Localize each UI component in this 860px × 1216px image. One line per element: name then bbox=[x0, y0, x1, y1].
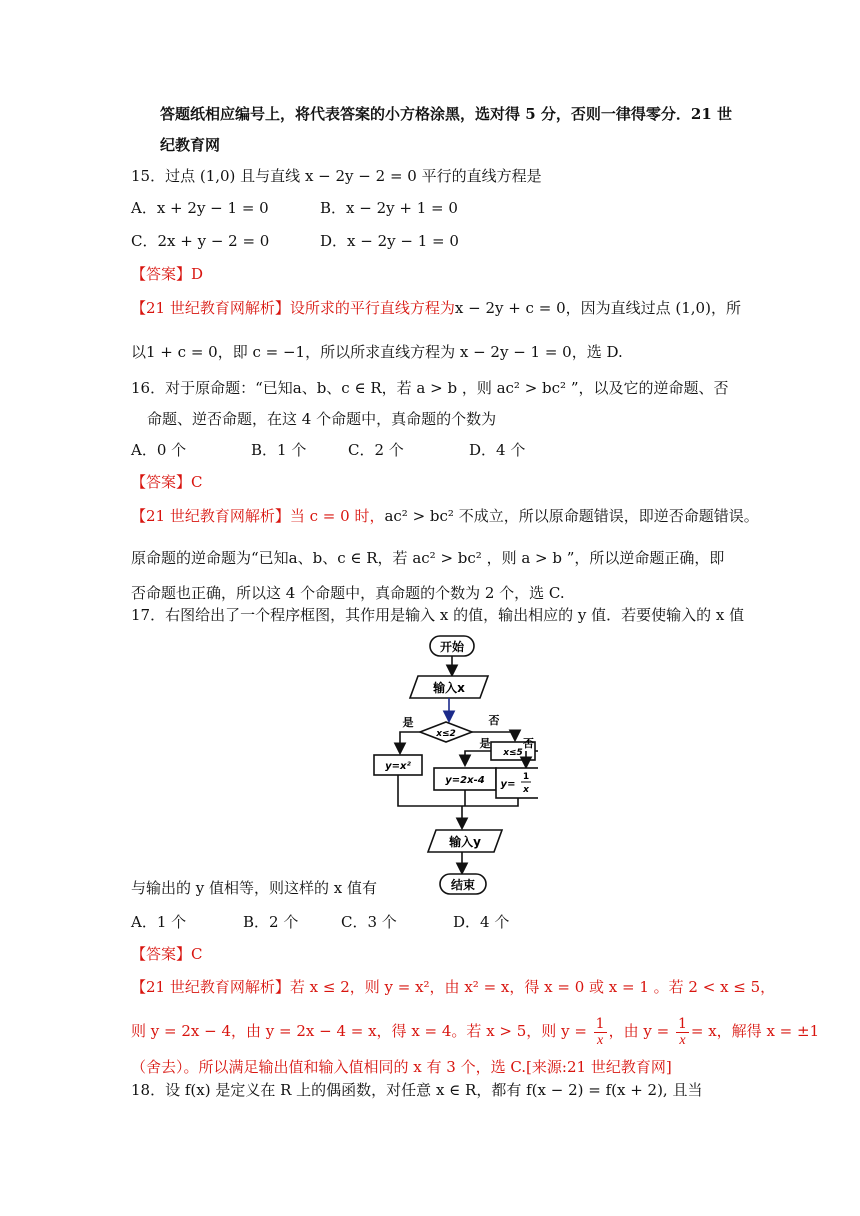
q17-answer: 【答案】C bbox=[131, 945, 203, 963]
flow-box-3-den: x bbox=[523, 785, 529, 795]
q16-solution-line-3: 否命题也正确，所以这 4 个命题中，真命题的个数为 2 个，选 C. bbox=[131, 584, 565, 602]
q16-solution-label: 【21 世纪教育网解析】 bbox=[131, 507, 290, 525]
q15-answer: 【答案】D bbox=[131, 265, 204, 283]
flowchart bbox=[368, 634, 538, 898]
q16-solution-line-2: 原命题的逆命题为“已知a、b、c ∈ R，若 ac² > bc² ，则 a > b ”，所以逆命题正确，即 bbox=[131, 549, 725, 567]
flow-no-2: 否 bbox=[523, 737, 534, 750]
q18-stem-line-1: 18．设 f(x) 是定义在 R 上的偶函数，对任意 x ∈ R，都有 f(x − 2) = f(x + 2), 且当 bbox=[131, 1081, 703, 1099]
q16-option-d: D．4 个 bbox=[469, 441, 526, 459]
q17-fraction-1 bbox=[594, 1016, 607, 1049]
q17-solution-text-1: 若 x ≤ 2，则 y = x²，由 x² = x，得 x = 0 或 x = 1 。若 2 < x ≤ 5， bbox=[289, 978, 776, 996]
q17-fraction-2-den: x bbox=[679, 1032, 686, 1048]
q17-fraction-2-num: 1 bbox=[677, 1015, 687, 1032]
q16-option-b: B．1 个 bbox=[251, 441, 307, 459]
q16-solution-red-text: 当 c = 0 时， bbox=[289, 507, 385, 525]
flow-box-3-num: 1 bbox=[522, 772, 530, 782]
q16-solution-line-1 bbox=[131, 506, 759, 526]
q15-solution-line-1 bbox=[131, 298, 741, 318]
q17-solution-line-2 bbox=[131, 1012, 819, 1050]
q17-option-d: D．4 个 bbox=[453, 913, 510, 931]
q17-option-c: C．3 个 bbox=[341, 913, 397, 931]
q16-stem-line-2: 命题、逆否命题，在这 4 个命题中，真命题的个数为 bbox=[147, 410, 497, 428]
flow-yes-2: 是 bbox=[479, 737, 491, 750]
flow-box-1-text: y=x² bbox=[385, 761, 411, 772]
q17-option-b: B．2 个 bbox=[243, 913, 299, 931]
q15-solution-equation: x − 2y + c = 0 bbox=[454, 299, 566, 317]
intro-line-1: 答题纸相应编号上，将代表答案的小方格涂黑，选对得 5 分，否则一律得零分．21 世 bbox=[160, 105, 732, 123]
q17-solution-label: 【21 世纪教育网解析】 bbox=[131, 978, 290, 996]
q15-option-c: C．2x + y − 2 = 0 bbox=[131, 232, 270, 250]
flow-output-text: 输入y bbox=[449, 835, 481, 849]
q15-solution-line-2: 以1 + c = 0，即 c = −1，所以所求直线方程为 x − 2y − 1 = 0，选 D. bbox=[131, 343, 623, 361]
q16-option-c: C．2 个 bbox=[348, 441, 404, 459]
q17-option-a: A．1 个 bbox=[131, 913, 187, 931]
q16-option-a: A．0 个 bbox=[131, 441, 187, 459]
flow-box-3-prefix: y= bbox=[500, 779, 516, 790]
flow-yes-1: 是 bbox=[402, 716, 414, 729]
q16-stem-line-1: 16．对于原命题：“已知a、b、c ∈ R，若 a > b ，则 ac² > bc² ”，以及它的逆命题、否 bbox=[131, 379, 729, 397]
flow-no-1: 否 bbox=[488, 714, 500, 727]
q17-stem-line-1: 17．右图给出了一个程序框图，其作用是输入 x 的值，输出相应的 y 值．若要使输入的 x 值 bbox=[131, 606, 745, 624]
q17-solution-line-1 bbox=[131, 977, 775, 997]
q17-solution-line-3: （舍去）。所以满足输出值和输入值相同的 x 有 3 个，选 C.[来源:21 世纪教育网] bbox=[131, 1058, 672, 1076]
q17-fraction-2 bbox=[676, 1016, 689, 1049]
flow-decision-2-text: x≤5 bbox=[503, 748, 523, 758]
flow-input-text: 输入x bbox=[433, 681, 465, 695]
q17-stem-line-2: 与输出的 y 值相等，则这样的 x 值有 bbox=[131, 879, 378, 897]
q15-stem: 15．过点 (1,0) 且与直线 x − 2y − 2 = 0 平行的直线方程是 bbox=[131, 167, 542, 185]
intro-line-2: 纪教育网 bbox=[160, 136, 221, 154]
q15-option-d: D．x − 2y − 1 = 0 bbox=[320, 232, 459, 250]
q17-fraction-1-num: 1 bbox=[595, 1015, 605, 1032]
flow-end-text: 结束 bbox=[450, 878, 476, 892]
flow-box-2-text: y=2x-4 bbox=[445, 775, 485, 786]
q16-answer: 【答案】C bbox=[131, 473, 203, 491]
q17-solution-text-2a: 则 y = 2x − 4，由 y = 2x − 4 = x，得 x = 4。若 x > 5，则 y = bbox=[131, 1022, 587, 1040]
q17-solution-text-2b: ，由 y = bbox=[608, 1022, 670, 1040]
q15-option-a: A．x + 2y − 1 = 0 bbox=[131, 199, 269, 217]
flow-decision-1-text: x≤2 bbox=[436, 729, 456, 739]
q15-solution-label: 【21 世纪教育网解析】 bbox=[131, 299, 290, 317]
q17-fraction-1-den: x bbox=[597, 1032, 604, 1048]
q15-solution-red-text: 设所求的平行直线方程为 bbox=[289, 299, 455, 317]
flow-start-text: 开始 bbox=[439, 640, 465, 654]
q16-solution-rest: ac² > bc² 不成立，所以原命题错误，即逆否命题错误。 bbox=[384, 507, 759, 525]
q17-solution-text-2c: = x，解得 x = ±1 bbox=[690, 1022, 820, 1040]
q15-option-b: B．x − 2y + 1 = 0 bbox=[320, 199, 458, 217]
q15-solution-rest: ，因为直线过点 (1,0)，所 bbox=[565, 299, 741, 317]
